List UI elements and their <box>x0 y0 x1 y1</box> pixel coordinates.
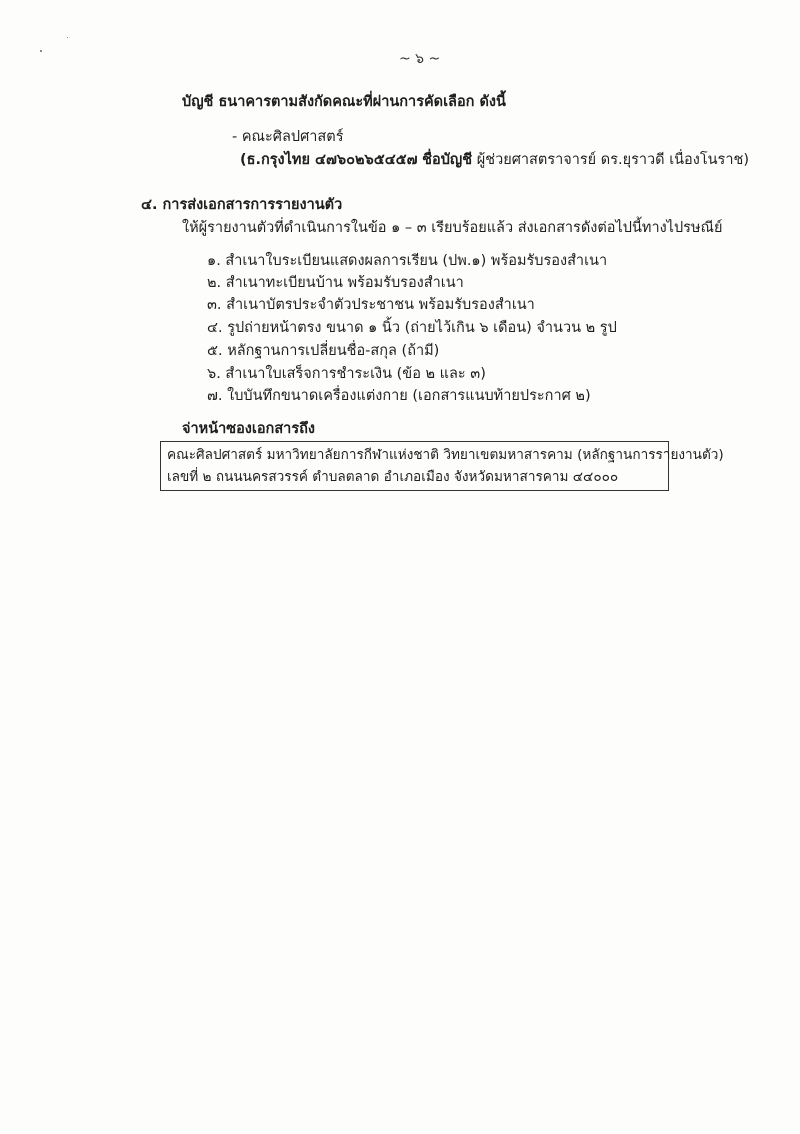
address-line-1: คณะศิลปศาสตร์ มหาวิทยาลัยการกีฬาแห่งชาติ วิทยาเขตมหาสารคาม (หลักฐานการรายงานตัว) <box>167 447 724 463</box>
bank-account-number: (ธ.กรุงไทย ๔๗๖๐๒๖๕๔๕๗ <box>240 152 418 168</box>
list-item: ๕. หลักฐานการเปลี่ยนชื่อ-สกุล (ถ้ามี) <box>207 343 440 359</box>
account-name-label: ชื่อบัญชี <box>422 152 473 168</box>
scan-speck <box>67 37 68 38</box>
list-item: ๗. ใบบันทึกขนาดเครื่องแต่งกาย (เอกสารแนบท้ายประกาศ ๒) <box>207 388 591 404</box>
page-number: ~ ๖ ~ <box>399 51 441 67</box>
list-item: ๑. สำเนาใบระเบียนแสดงผลการเรียน (ปพ.๑) พร้อมรับรองสำเนา <box>207 253 608 269</box>
address-line-2: เลขที่ ๒ ถนนนครสวรรค์ ตำบลตลาด อำเภอเมือง จังหวัดมหาสารคาม ๔๔๐๐๐ <box>167 469 619 485</box>
section4-intro: ให้ผู้รายงานตัวที่ดำเนินการในข้อ ๑ – ๓ เรียบร้อยแล้ว ส่งเอกสารดังต่อไปนี้ทางไปรษณีย์ <box>182 220 723 236</box>
list-item: ๒. สำเนาทะเบียนบ้าน พร้อมรับรองสำเนา <box>207 275 464 291</box>
list-item: ๓. สำเนาบัตรประจำตัวประชาชน พร้อมรับรองสำเนา <box>207 297 535 313</box>
address-box <box>160 441 724 491</box>
bank-account-line <box>240 150 749 170</box>
account-name-value: ผู้ช่วยศาสตราจารย์ ดร.ยุราวดี เนื่องโนราช) <box>476 152 749 168</box>
section4-heading: ๔. การส่งเอกสารการรายงานตัว <box>141 197 343 213</box>
address-heading: จ่าหน้าซองเอกสารถึง <box>182 421 315 437</box>
list-item: ๔. รูปถ่ายหน้าตรง ขนาด ๑ นิ้ว (ถ่ายไว้เกิน ๖ เดือน) จำนวน ๒ รูป <box>207 320 617 336</box>
scan-speck <box>40 50 42 52</box>
bank-heading: บัญชี ธนาคารตามสังกัดคณะที่ผ่านการคัดเลือก ดังนี้ <box>182 94 506 110</box>
faculty-item: - คณะศิลปศาสตร์ <box>232 129 344 145</box>
list-item: ๖. สำเนาใบเสร็จการชำระเงิน (ข้อ ๒ และ ๓) <box>207 366 486 382</box>
